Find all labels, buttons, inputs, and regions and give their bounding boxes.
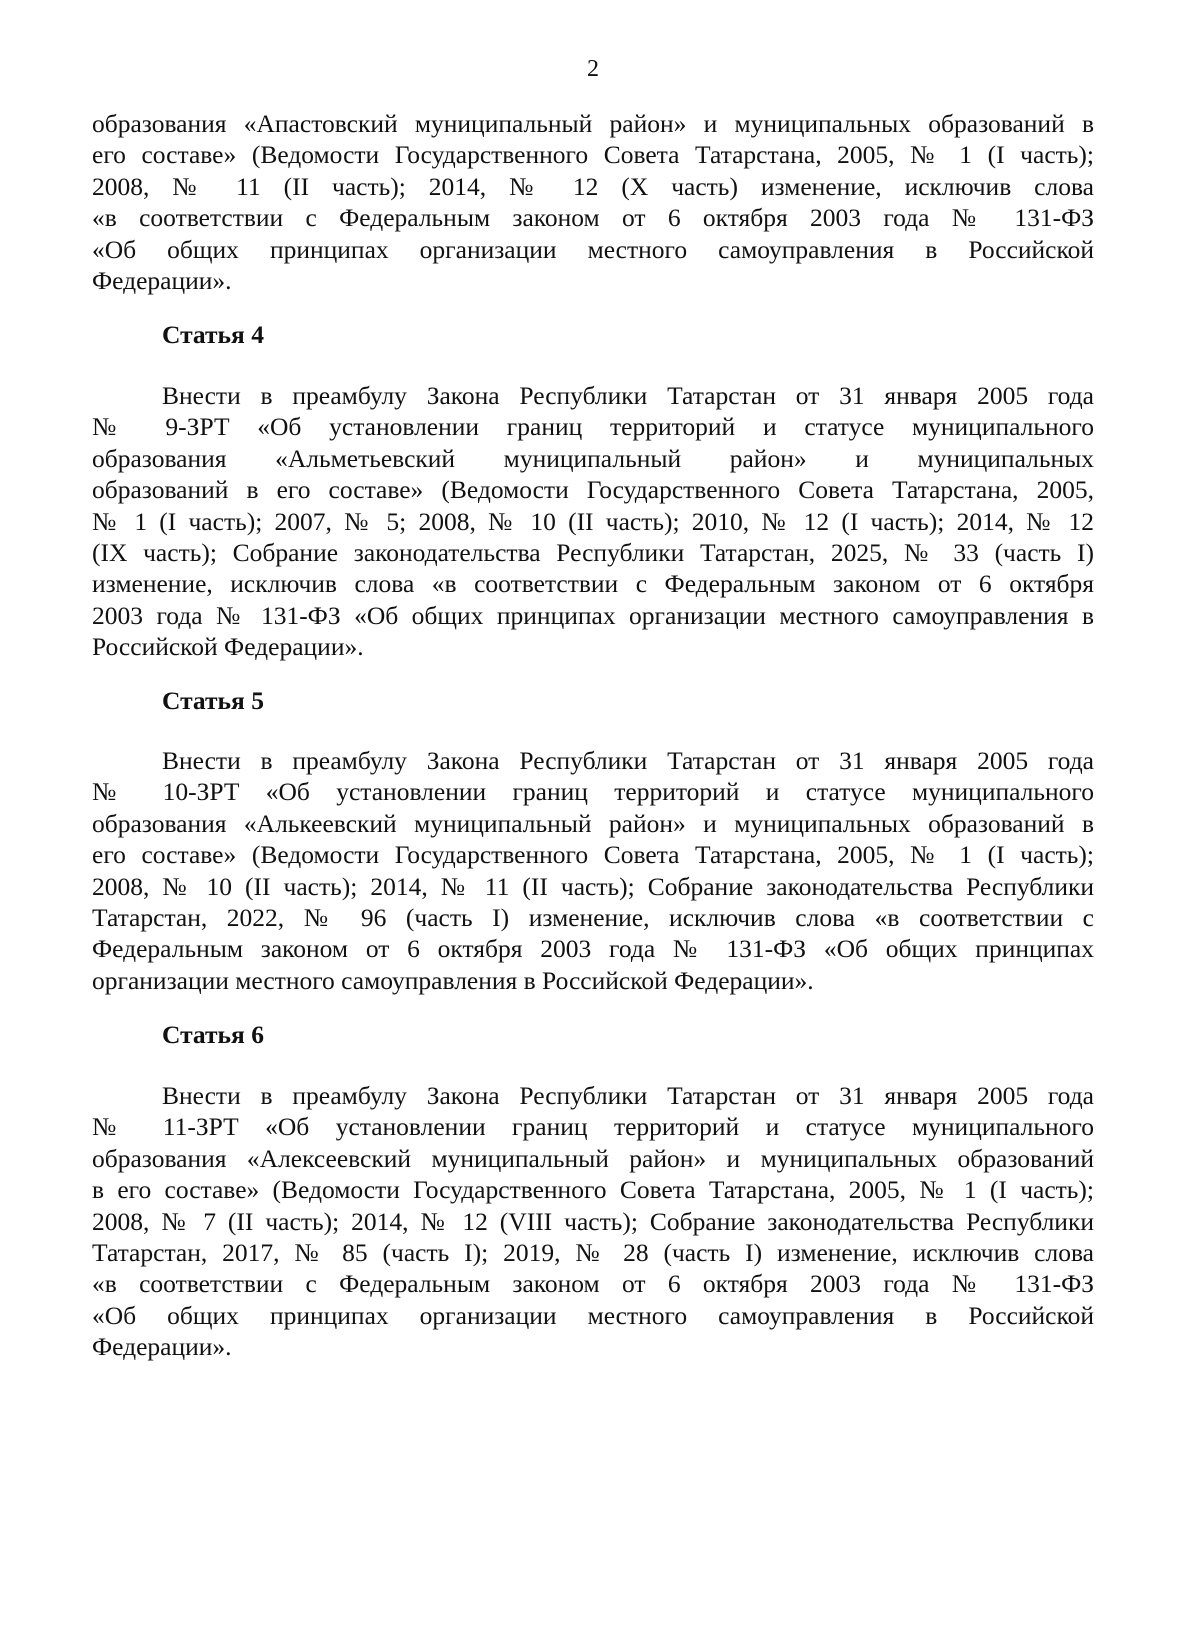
text-line: Российской Федерации». (92, 632, 364, 662)
text-line: № 9-ЗРТ «Об установлении границ территорий и статусе муниципального (92, 412, 1094, 442)
text-line: Внести в преамбулу Закона Республики Татарстан от 31 января 2005 года (162, 1081, 1094, 1110)
text-line: № 1 (I часть); 2007, № 5; 2008, № 10 (II часть); 2010, № 12 (I часть); 2014, № 12 (92, 506, 1094, 536)
page-number: 2 (587, 56, 599, 82)
article-4-paragraph (92, 380, 1094, 663)
text-line: Внести в преамбулу Закона Республики Татарстан от 31 января 2005 года (162, 746, 1094, 775)
text-line: Внести в преамбулу Закона Республики Татарстан от 31 января 2005 года (162, 381, 1094, 410)
text-line: 2003 года № 131-ФЗ «Об общих принципах организации местного самоуправления в (92, 600, 1094, 630)
text-line: «Об общих принципах организации местного самоуправления в Российской (92, 234, 1094, 264)
text-line: образования «Алексеевский муниципальный район» и муниципальных образований (92, 1143, 1094, 1173)
text-line: его составе» (Ведомости Государственного Совета Татарстана, 2005, № 1 (I часть); (92, 140, 1094, 170)
text-line: образования «Алькеевский муниципальный район» и муниципальных образований в (92, 808, 1094, 838)
text-line: № 11-ЗРТ «Об установлении границ территорий и статусе муниципального (92, 1112, 1094, 1142)
text-line: 2008, № 11 (II часть); 2014, № 12 (X часть) изменение, исключив слова (92, 171, 1094, 201)
text-line: Федерации». (92, 1332, 232, 1362)
text-line: «в соответствии с Федеральным законом от 6 октября 2003 года № 131-ФЗ (92, 1269, 1094, 1299)
article-6-heading: Статья 6 (162, 1020, 264, 1049)
text-line: изменение, исключив слова «в соответствии с Федеральным законом от 6 октября (92, 569, 1094, 599)
article-5-heading: Статья 5 (162, 686, 264, 715)
text-line: образования «Апастовский муниципальный район» и муниципальных образований в (92, 109, 1094, 138)
article-4-heading: Статья 4 (162, 320, 264, 349)
text-line: образований в его составе» (Ведомости Государственного Совета Татарстана, 2005, (92, 475, 1094, 505)
article-5-paragraph (92, 745, 1094, 996)
article-6-paragraph (92, 1080, 1094, 1363)
text-line: «Об общих принципах организации местного самоуправления в Российской (92, 1300, 1094, 1330)
text-line: Федеральным законом от 6 октября 2003 года № 131-ФЗ «Об общих принципах (92, 934, 1094, 964)
text-line: 2008, № 10 (II часть); 2014, № 11 (II часть); Собрание законодательства Республики (92, 871, 1094, 901)
text-line: его составе» (Ведомости Государственного Совета Татарстана, 2005, № 1 (I часть); (92, 840, 1094, 870)
continuation-paragraph (92, 108, 1094, 296)
text-line: 2008, № 7 (II часть); 2014, № 12 (VIII часть); Собрание законодательства Республики (92, 1206, 1094, 1236)
text-line: № 10-ЗРТ «Об установлении границ территорий и статусе муниципального (92, 777, 1094, 807)
text-line: Татарстан, 2022, № 96 (часть I) изменение, исключив слова «в соответствии с (92, 902, 1094, 932)
text-line: (IX часть); Собрание законодательства Республики Татарстан, 2025, № 33 (часть I) (92, 537, 1094, 567)
text-line: организации местного самоуправления в Российской Федерации». (92, 965, 814, 995)
text-line: «в соответствии с Федеральным законом от 6 октября 2003 года № 131-ФЗ (92, 203, 1094, 233)
text-line: в его составе» (Ведомости Государственного Совета Татарстана, 2005, № 1 (I часть); (92, 1175, 1094, 1205)
text-line: Федерации». (92, 265, 232, 295)
text-line: образования «Альметьевский муниципальный район» и муниципальных (92, 443, 1094, 473)
text-line: Татарстан, 2017, № 85 (часть I); 2019, № 28 (часть I) изменение, исключив слова (92, 1237, 1094, 1267)
